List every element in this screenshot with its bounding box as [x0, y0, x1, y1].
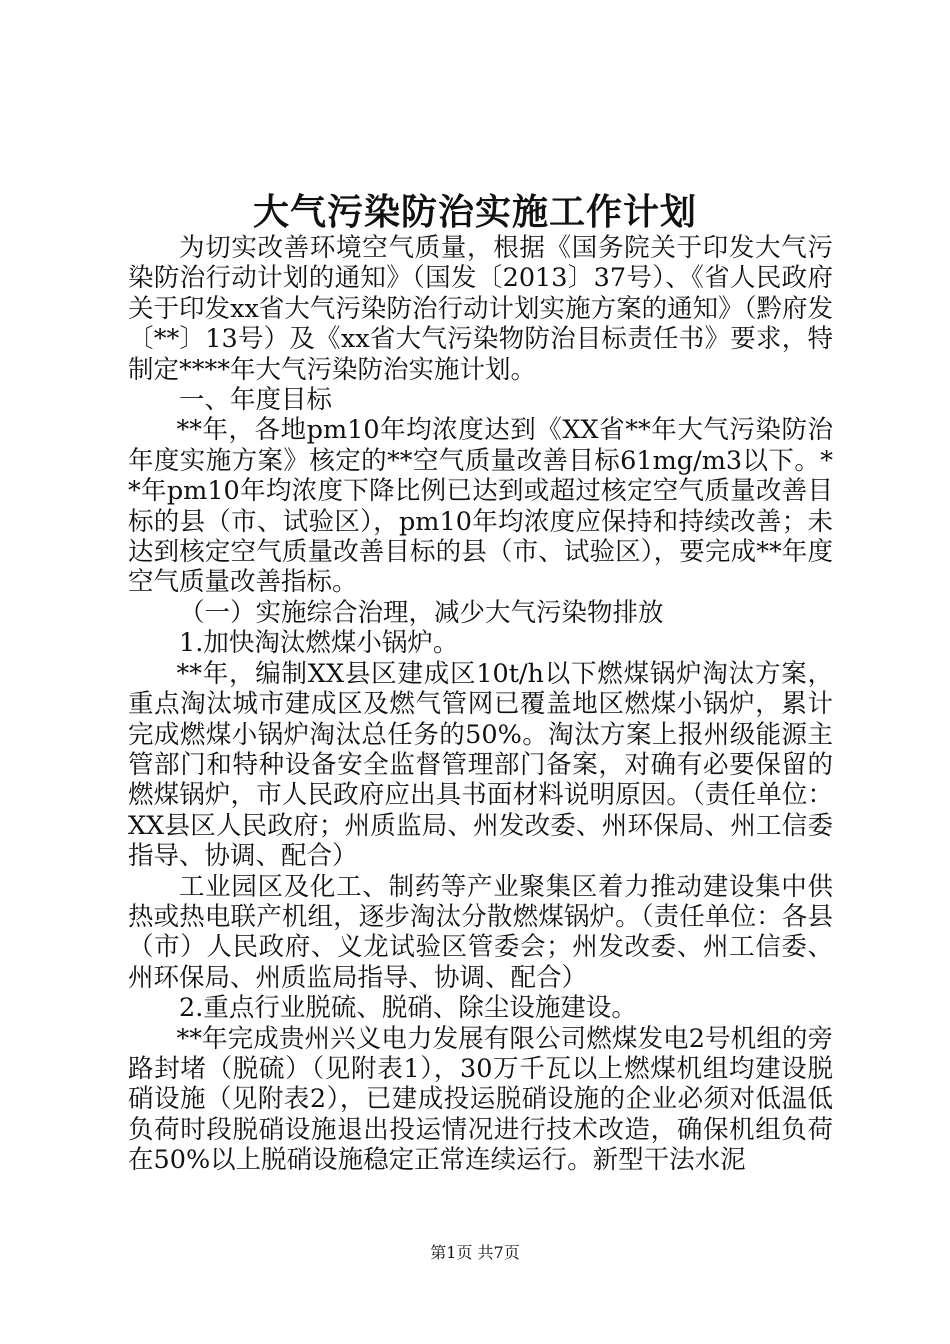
paragraph-intro: 为切实改善环境空气质量，根据《国务院关于印发大气污染防治行动计划的通知》（国发〔2013〕37号）、《省人民政府关于印发xx省大气污染防治行动计划实施方案的通知》（黔府发〔**〕13号）及《xx省大气污染物防治目标责任书》要求，特制定****年大气污染防治实施计划。 — [128, 233, 833, 385]
heading-annual-goal: 一、年度目标 — [179, 385, 333, 416]
page-footer: 第1页 共7页 — [430, 1243, 520, 1262]
paragraph-eliminate-boilers: **年，编制XX县区建成区10t/h以下燃煤锅炉淘汰方案，重点淘汰城市建成区及燃气管网已覆盖地区燃煤小锅炉，累计完成燃煤小锅炉淘汰总任务的50%。淘汰方案上报州级能源主管部门和特种设备安全监督管理部门备案，对确有必要保留的燃煤锅炉，市人民政府应出具书面材料说明原因。（责任单位：XX县区人民政府；州质监局、州发改委、州环保局、州工信委指导、协调、配合） — [128, 658, 833, 872]
heading-eliminate-boilers: 1.加快淘汰燃煤小锅炉。 — [179, 628, 459, 659]
paragraph-annual-goal: **年，各地pm10年均浓度达到《XX省**年大气污染防治年度实施方案》核定的**空气质量改善目标61mg/m3以下。**年pm10年均浓度下降比例已达到或超过核定空气质量改善目标的县（市、试验区），pm10年均浓度应保持和持续改善；未达到核定空气质量改善目标的县（市、试验区），要完成**年度空气质量改善指标。 — [128, 415, 833, 598]
heading-comprehensive-treatment: （一）实施综合治理，减少大气污染物排放 — [179, 597, 664, 628]
document-body — [128, 233, 833, 1176]
document-title: 大气污染防治实施工作计划 — [252, 191, 697, 233]
paragraph-industrial-parks: 工业园区及化工、制药等产业聚集区着力推动建设集中供热或热电联产机组，逐步淘汰分散燃煤锅炉。（责任单位：各县（市）人民政府、义龙试验区管委会；州发改委、州工信委、州环保局、州质监局指导、协调、配合） — [128, 871, 833, 993]
heading-desulfurization: 2.重点行业脱硫、脱硝、除尘设施建设。 — [179, 993, 637, 1024]
paragraph-desulfurization: **年完成贵州兴义电力发展有限公司燃煤发电2号机组的旁路封堵（脱硫）（见附表1），30万千瓦以上燃煤机组均建设脱硝设施（见附表2），已建成投运脱硝设施的企业必须对低温低负荷时段脱硝设施退出投运情况进行技术改造，确保机组负荷在50%以上脱硝设施稳定正常连续运行。新型干法水泥 — [128, 1023, 833, 1176]
